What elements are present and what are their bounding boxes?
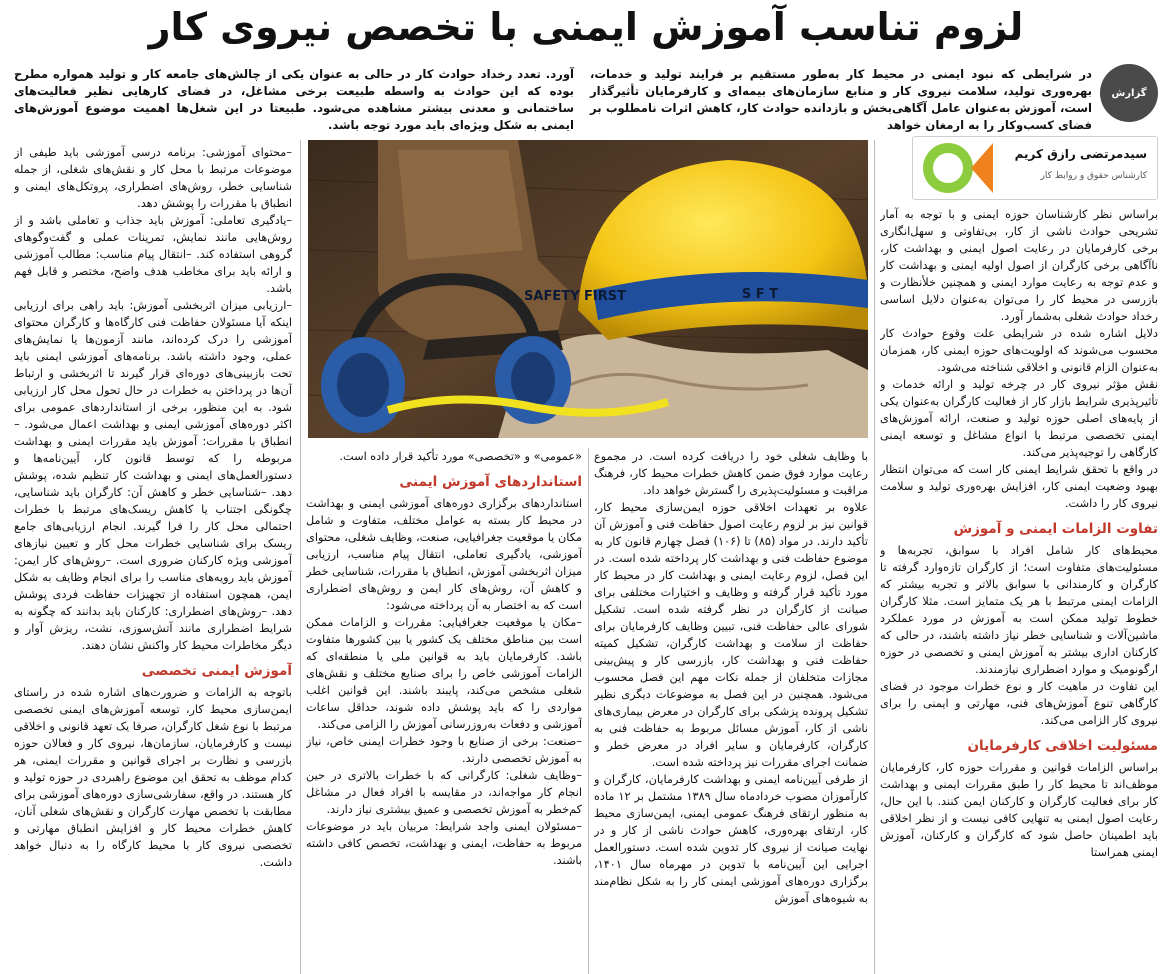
article-column-4 <box>14 144 292 974</box>
safety-gear-photo <box>308 140 868 438</box>
author-name: سیدمرتضی رازق کریم <box>1014 147 1147 161</box>
paragraph: –مکان یا موقعیت جغرافیایی: مقررات و الزامات ممکن است بین مناطق مختلف یک کشور یا بین کشورها متفاوت باشد. کارفرمایان باید به قوانین ملی یا منطقه‌ای که الزامات آموزشی خاص را برای صنایع مختلف و نقش‌های شغلی مشخص می‌کند، پایبند باشند. این قوانین اغلب مواردی را که باید پوشش داده شوند، حداقل ساعات آموزشی و دفعات به‌روزرسانی آموزش را الزامی می‌کند. <box>306 616 582 731</box>
paragraph: –محتوای آموزشی: برنامه درسی آموزشی باید طیفی از موضوعات مرتبط با محل کار و نقش‌های شغلی، از جمله شناسایی خطر، روش‌های اضطراری، پروتکل‌های ایمنی و انطباق با مقررات را پوشش دهد. <box>14 146 292 210</box>
subheading: مسئولیت اخلاقی کارفرمایان <box>967 738 1158 754</box>
safety-gear-illustration <box>308 140 868 438</box>
paragraph: در واقع با تحقق شرایط ایمنی کار است که می‌توان انتظار بهبود وضعیت ایمنی کار، افزایش بهره‌وری تولید و سلامت نیروی کار را داشت. <box>880 463 1158 510</box>
author-chevron-icon <box>971 143 993 193</box>
headline: لزوم تناسب آموزش ایمنی با تخصص نیروی کار <box>148 5 1024 49</box>
article-column-3 <box>306 448 582 974</box>
subheading: تفاوت الزامات ایمنی و آموزش <box>953 521 1158 537</box>
paragraph: «عمومی» و «تخصصی» مورد تأکید قرار داده است. <box>339 450 582 463</box>
paragraph: براساس الزامات قوانین و مقررات حوزه کار، کارفرمایان موظف‌اند تا محیط کار را طبق مقررات ایمنی و بهداشت کار برای فعالیت کارگران و کارکنان ایمن کنند. با این حال، رعایت اصول ایمنی به تنهایی کافی نیست و از نظر اخلاقی باید اطمینان حاصل شود که کارگران و کارکنان، آموزش ایمنی همراستا <box>880 761 1158 859</box>
paragraph: دلایل اشاره شده در شرایطی علت وقوع حوادث کار محسوب می‌شوند که اولویت‌های حوزه ایمنی کار، همزمان به‌عنوان الزام قانونی و اخلاقی شناخته می‌شود. <box>880 327 1158 374</box>
subheading: آموزش ایمنی تخصصی <box>141 663 292 679</box>
paragraph: نقش مؤثر نیروی کار در چرخه تولید و ارائه خدمات و تأثیرپذیری شرایط بازار کار از فعالیت کارگران به‌عنوان یکی از پایه‌های اصلی حوزه تولید و صنعت، ارائه آموزش‌های ایمنی تخصصی مرتبط با انواع مشاغل و توسعه ایمنی کارگاهی را توجیه‌پذیر می‌کند. <box>880 378 1158 459</box>
lead-right: در شرایطی که نبود ایمنی در محیط کار به‌طور مستقیم بر فرایند تولید و خدمات، بهره‌وری تولید، سلامت نیروی کار و منابع سازمان‌های بیمه‌ای و کارفرمایان تأثیرگذار است، آموزش به‌عنوان عامل آگاهی‌بخش و بازدانده حوادث کار، کاهش اثرات نامطلوب بر فضای کسب‌وکار را به ارمغان خواهد <box>590 67 1092 132</box>
paragraph: علاوه بر تعهدات اخلاقی حوزه ایمن‌سازی محیط کار، قوانین نیز بر لزوم رعایت اصول حفاظت فنی و آموزش آن تأکید دارند. در مواد (۸۵) تا (۱۰۶) فصل چهارم قانون کار به موضوع حفاظت فنی و بهداشت کار پرداخته شده است. در این فصل، لزوم رعایت ایمنی و بهداشت کار در محیط کار مورد تأکید قرار گرفته و وظایف و اختیارات مختلفی برای صیانت از کارگران در نظر گرفته شده است. تشکیل شورای عالی حفاظت فنی، تبیین وظایف کارفرمایان برای حفاظت از سلامت و بهداشت کارگران، تشکیل کمیته حفاظت فنی و بهداشت کار، بازرسی کار و پیش‌بینی مجازات متخلفان از جمله نکات مهم این فصل محسوب می‌شود. همچنین در این فصل به موضوعات دیگری نظیر تشکیل پرونده پزشکی برای کارگران در معرض بیماری‌های ناشی از کار، آموزش مسائل مربوط به حفاظت فنی به کارگران، کارفرمایان و سایر افراد در معرض خطر و ضمانت اجرای مقررات نیز پرداخته شده است. <box>594 501 868 769</box>
author-role: کارشناس حقوق و روابط کار <box>1040 171 1147 181</box>
paragraph: این تفاوت در ماهیت کار و نوع خطرات موجود در فضای کارگاهی تنوع آموزش‌های فنی، مهارتی و ایمنی را برای نیروی کار الزامی می‌کند. <box>880 680 1158 727</box>
article-column-2 <box>594 448 868 974</box>
paragraph: براساس نظر کارشناسان حوزه ایمنی و با توجه به آمار تشریحی حوادث ناشی از کار، بی‌تفاوتی و سهل‌انگاری برخی کارفرمایان در رعایت اصول ایمنی و بهداشت کار، ناآگاهی برخی کارگران از اصول اولیه ایمنی و بهداشت کار و عدم توجه به رعایت موارد ایمنی و همچنین خلأنظارت و بازرسی در محیط کار را می‌توان به‌عنوان دلایل اساسی رخداد حوادث شغلی به‌شمار آورد. <box>880 208 1158 323</box>
paragraph: با وظایف شغلی خود را دریافت کرده است. در مجموع رعایت موارد فوق ضمن کاهش خطرات محیط کار، فرهنگ مراقبت و مسئولیت‌پذیری را گسترش خواهد داد. <box>594 450 868 497</box>
paragraph: محیط‌های کار شامل افراد با سوابق، تجربه‌ها و مسئولیت‌های متفاوت است؛ از کارگران تازه‌وارد گرفته تا کارگران و کارمندانی با سوابق بالاتر و تجربه بیشتر که الزامات ایمنی مرتبط با هر یک متمایز است. مثلا کارگران خطوط تولید ممکن است به آموزش در مورد عملکرد ماشین‌آلات و شناسایی خطر نیاز داشته باشند، در حالی که کارکنان اداری بیشتر به آموزش ایمنی و تخصصی در حوزه ارگونومیک و موارد اضطراری نیازمندند. <box>880 544 1158 676</box>
helmet-text-2: S F T <box>741 287 778 302</box>
helmet-text: SAFETY FIRST <box>524 289 626 304</box>
author-circle-icon <box>923 143 973 193</box>
paragraph: –مسئولان ایمنی واجد شرایط: مربیان باید در موضوعات مربوط به حفاظت، ایمنی و بهداشت، تخصص کافی داشته باشند. <box>306 820 582 867</box>
paragraph: باتوجه به الزامات و ضرورت‌های اشاره شده در راستای ایمن‌سازی محیط کار، توسعه آموزش‌های ایمنی تخصصی مرتبط با نوع شغل کارگران، صرفا یک تعهد قانونی و اخلاقی نیست و کارفرمایان، سازمان‌ها، نیروی کار و فعالان حوزه بازرسی و نظارت بر اجرای قوانین و مقررات ایمنی، هر کدام موظف به تحقق این موضوع راهبردی در حوزه تولید و کار هستند. در واقع، سفارشی‌سازی دوره‌های آموزشی برای مطابقت با تخصص مهارت کارگران و نقش‌های شغلی آنان، کاهش خطرات محیط کار و افزایش انطباق مهارتی و تخصصی نیروی کار با محیط کارگاه را به دنبال خواهد داشت. <box>14 686 292 869</box>
paragraph: –وظایف شغلی: کارگرانی که با خطرات بالاتری در حین انجام کار مواجه‌اند، در مقایسه با افراد فعال در مشاغل کم‌خطر به آموزش تخصصی و عمیق بیشتری نیاز دارند. <box>306 769 582 816</box>
column-divider <box>300 140 301 974</box>
paragraph: –ارزیابی میزان اثربخشی آموزش: باید راهی برای ارزیابی اینکه آیا مسئولان حفاظت فنی کارگاه‌ها و کارگران محتوای آموزشی را درک کرده‌اند، مانند آزمون‌ها یا نمایش‌های عملی، وجود داشته باشد. برنامه‌های آموزشی ایمنی باید تحت بازبینی‌های دوره‌ای قرار گیرند تا اثربخشی و ارتباط آن‌ها در پرداختن به خطرات در حال تحول محل کار ارزیابی شود. به این منظور، برخی از استانداردهای عمومی برای اکثر دوره‌های آموزشی ایمنی و بهداشت اعمال می‌شود. –انطباق با مقررات: آموزش باید مقررات ایمنی و بهداشت مربوطه را که توسط قانون کار، آیین‌نامه‌ها و دستورالعمل‌های ایمنی و بهداشت کار تنظیم شده، پوشش دهد. –شناسایی خطر و کاهش آن: کارگران باید شناسایی، چگونگی اجتناب یا کاهش ریسک‌های مرتبط با خطرات احتمالی محل کار را فرا گیرند. انجام ارزیابی‌های جامع ریسک برای شناسایی خطرات محل کار و تعیین نیازهای آموزشی ویژه کارکنان ضروری است. –روش‌های کار ایمن: آموزش باید رویه‌های مناسب را برای انجام وظایف به شکل ایمن، همچون استفاده از تجهیزات حفاظت فردی پوشش دهد. –روش‌های اضطراری: کارکنان باید بدانند که چگونه به شرایط اضطراری مانند آتش‌سوزی، نشت، ریزش آوار و دیگر مخاطرات محیط کار واکنش نشان دهند. <box>14 299 292 652</box>
report-badge: گزارش <box>1100 64 1158 122</box>
author-box <box>912 136 1158 200</box>
paragraph: استانداردهای برگزاری دوره‌های آموزشی ایمنی و بهداشت در محیط کار بسته به عوامل مختلف، متفاوت و شامل مکان یا موقعیت جغرافیایی، صنعت، وظایف شغلی، محتوای آموزشی، یادگیری تعاملی، انتقال پیام مناسب، ارزیابی میزان اثربخشی آموزش، انطباق با مقررات، شناسایی خطر و کاهش آن، روش‌های کار ایمن و روش‌های اضطراری است که به اختصار به آن پرداخته می‌شود: <box>306 497 582 612</box>
paragraph: از طرفی آیین‌نامه ایمنی و بهداشت کارفرمایان، کارگران و کارآموزان مصوب خردادماه سال ۱۳۸۹ مشتمل بر ۱۲ ماده به منظور ارتقای فرهنگ عمومی ایمنی، ایمن‌سازی محیط کار، ارتقای بهره‌وری، کاهش حوادث ناشی از کار و در نهایت صیانت از نیروی کار تدوین شده است. دستورالعمل اجرایی این آیین‌نامه با تدوین در مهرماه سال ۱۴۰۱، برگزاری دوره‌های آموزشی ایمنی کار را به شکل نظام‌مند به شیوه‌های آموزش <box>594 773 868 905</box>
column-divider <box>874 140 875 974</box>
article-column-1 <box>880 206 1158 974</box>
paragraph: –صنعت: برخی از صنایع با وجود خطرات ایمنی خاص، نیاز به آموزش تخصصی دارند. <box>306 735 582 765</box>
column-divider <box>588 448 589 974</box>
paragraph: –یادگیری تعاملی: آموزش باید جذاب و تعاملی باشد و از روش‌هایی مانند نمایش، تمرینات عملی و گفت‌وگوهای گروهی استفاده کند. –انتقال پیام مناسب: مطالب آموزشی و ارائه باید برای مخاطب هدف واضح، مختصر و قابل فهم باشد. <box>14 214 292 295</box>
subheading: استانداردهای آموزش ایمنی <box>399 474 582 490</box>
lead-left: آورد. تعدد رخداد حوادث کار در حالی به عنوان یکی از چالش‌های جامعه کار و تولید همواره مطرح بوده که این حوادث به واسطه طبیعت برخی مشاغل، در فضای کارهایی نظیر فعالیت‌های ساختمانی و معدنی بیشتر مشاهده می‌شود. طبیعتا در این شغل‌ها اهمیت موضوع آموزش‌های ایمنی به شکل ویژه‌ای باید مورد توجه باشد. <box>14 67 574 132</box>
